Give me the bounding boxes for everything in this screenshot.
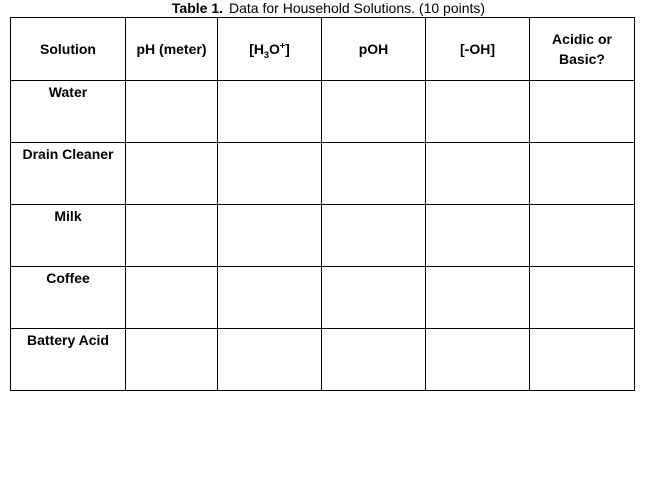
table-row xyxy=(11,267,635,329)
row-label-milk: Milk xyxy=(11,205,126,267)
table-caption-label: Table 1. xyxy=(171,0,224,16)
header-ph-meter: pH (meter) xyxy=(126,18,218,81)
cell-h3o[interactable] xyxy=(218,329,322,391)
row-label-battery-acid: Battery Acid xyxy=(11,329,126,391)
cell-poh[interactable] xyxy=(322,81,426,143)
header-oh-concentration: [-OH] xyxy=(426,18,530,81)
table-caption-text: Data for Household Solutions. (10 points) xyxy=(229,0,486,16)
acidic-or-basic-label: Acidic or Basic? xyxy=(552,31,612,67)
h3o-close: ] xyxy=(285,41,290,57)
header-poh: pOH xyxy=(322,18,426,81)
cell-poh[interactable] xyxy=(322,267,426,329)
header-row xyxy=(11,18,635,81)
table-row xyxy=(11,329,635,391)
cell-h3o[interactable] xyxy=(218,143,322,205)
cell-poh[interactable] xyxy=(322,205,426,267)
cell-acidic-basic[interactable] xyxy=(530,205,635,267)
cell-oh[interactable] xyxy=(426,205,530,267)
cell-h3o[interactable] xyxy=(218,205,322,267)
row-label-coffee: Coffee xyxy=(11,267,126,329)
row-label-drain-cleaner: Drain Cleaner xyxy=(11,143,126,205)
cell-h3o[interactable] xyxy=(218,81,322,143)
cell-oh[interactable] xyxy=(426,329,530,391)
cell-acidic-basic[interactable] xyxy=(530,81,635,143)
table-header xyxy=(11,18,635,81)
cell-ph-meter[interactable] xyxy=(126,205,218,267)
cell-ph-meter[interactable] xyxy=(126,143,218,205)
header-solution: Solution xyxy=(11,18,126,81)
h3o-subscript: 3 xyxy=(263,49,269,60)
table-row xyxy=(11,205,635,267)
table-caption xyxy=(0,0,657,18)
table-row xyxy=(11,81,635,143)
h3o-mid: O xyxy=(268,41,280,57)
table-row xyxy=(11,143,635,205)
row-label-water: Water xyxy=(11,81,126,143)
cell-poh[interactable] xyxy=(322,143,426,205)
cell-acidic-basic[interactable] xyxy=(530,267,635,329)
cell-ph-meter[interactable] xyxy=(126,329,218,391)
table-body xyxy=(11,81,635,391)
cell-h3o[interactable] xyxy=(218,267,322,329)
header-h3o-concentration xyxy=(218,18,322,81)
cell-ph-meter[interactable] xyxy=(126,267,218,329)
h3o-open: [H xyxy=(249,41,264,57)
cell-oh[interactable] xyxy=(426,143,530,205)
cell-oh[interactable] xyxy=(426,81,530,143)
cell-acidic-basic[interactable] xyxy=(530,329,635,391)
cell-acidic-basic[interactable] xyxy=(530,143,635,205)
header-acidic-or-basic xyxy=(530,18,635,81)
cell-oh[interactable] xyxy=(426,267,530,329)
cell-poh[interactable] xyxy=(322,329,426,391)
h3o-superscript: + xyxy=(279,40,286,51)
household-solutions-table xyxy=(10,17,635,391)
cell-ph-meter[interactable] xyxy=(126,81,218,143)
